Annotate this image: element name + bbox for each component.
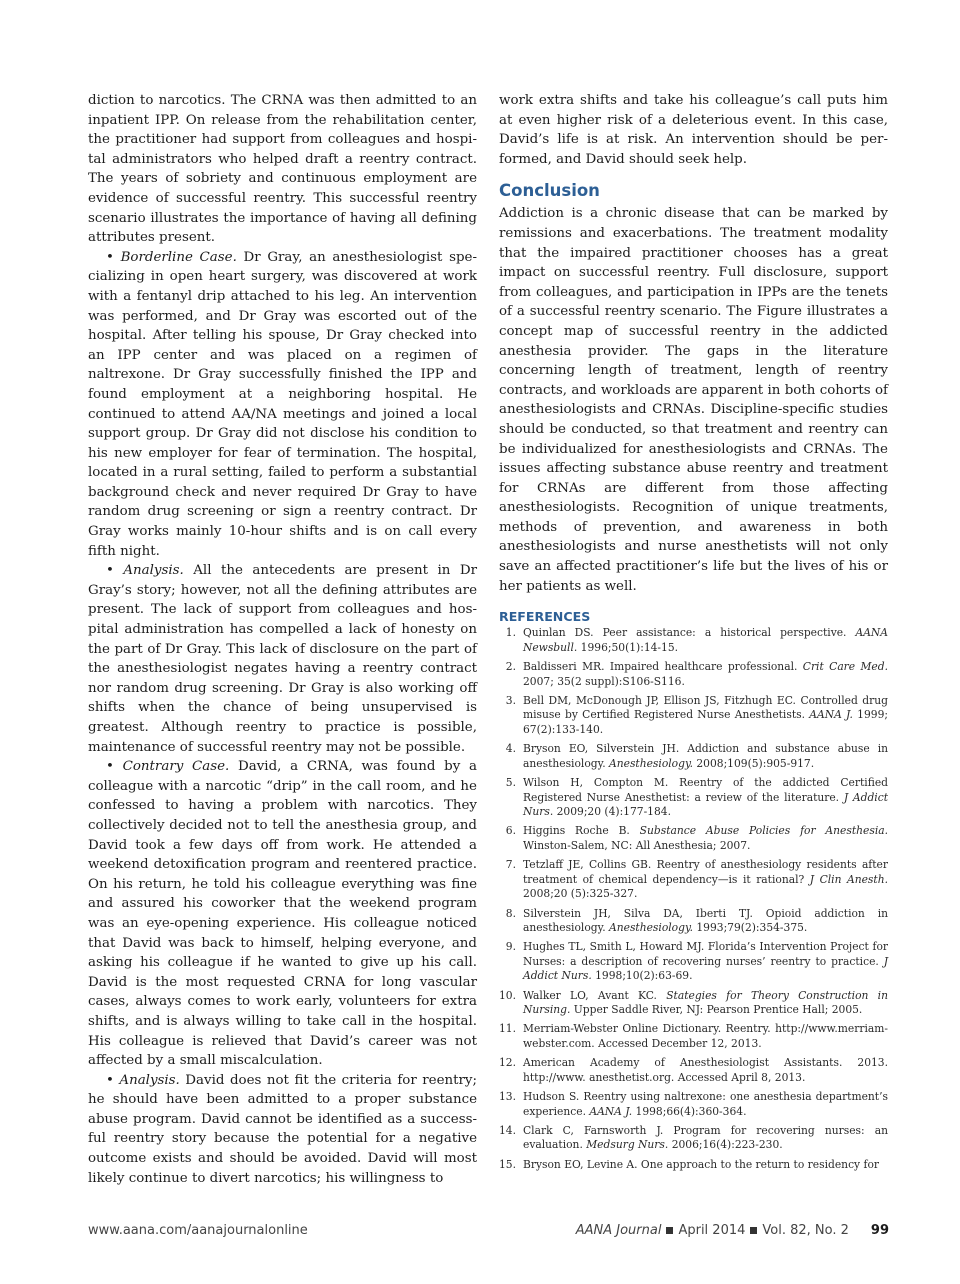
reference-number: 8. — [505, 906, 516, 920]
reference-citation: 2008;109(5):905-917. — [692, 756, 815, 770]
reference-text: Bell DM, McDonough JP, Ellison JS, Fitzhugh EC. Controlled drug misuse by Certified Registered Nurse Anesthetists. — [523, 693, 888, 722]
body-paragraph: work extra shifts and take his colleague’s call puts him at even higher risk of a deleterious event. In this case, David’s life is at risk. An intervention should be performed, and David should seek help. — [499, 93, 888, 167]
reference-source: Anesthesiology. — [609, 921, 693, 935]
conclusion-paragraph: Addiction is a chronic disease that can be marked by remissions and exacerbations. The treatment modality that the impaired practitioner chooses has a great impact on successful reentry. Full disclosure, support from colleagues, and participation in IPPs are the tenets of a successful reentry scenario. The Figure illustrates a concept map of successful reentry in the addicted anesthesia provider. The gaps in the literature concerning length of treatment, length of reentry contracts, and workloads are apparent in both cohorts of anesthesiologists and CRNAs. Discipline-specific studies should be conducted, so that treatment and reentry can be individualized for anesthesiologists and CRNAs. The issues affecting substance abuse reentry and treatment for CRNAs are different from those affecting anesthesiologists. Recognition of unique treatments, methods of prevention, and awareness in both anesthesiologists and nurse anesthetists will not only save an affected practitioner’s life but the lives of his or her patients as well. — [499, 206, 888, 594]
reference-number: 7. — [505, 858, 516, 872]
reference-citation: 2009;20 (4):177-184. — [553, 805, 671, 819]
reference-item — [499, 824, 888, 853]
references-heading: REFERENCES — [499, 609, 591, 625]
reference-text: Wilson H, Compton M. Reentry of the addicted Certified Registered Nurse Anesthetist: a review of the literature. — [523, 775, 888, 804]
reference-item — [499, 776, 888, 820]
reference-number: 13. — [499, 1090, 516, 1103]
reference-text: Baldisseri MR. Impaired healthcare professional. — [523, 660, 803, 674]
borderline-case-text: Dr Gray, an anesthesiologist specializing in open heart surgery, was discovered at work with a fentanyl drip attached to his leg. An intervention was performed, and Dr Gray was escorted out of the hospital. After telling his spouse, Dr Gray checked into an IPP center and was placed on a regimen of naltrexone. Dr Gray successfully finished the IPP and found employment at a neighboring hospital. He continued to attend AA/NA meetings and joined a local support group. Dr Gray did not disclose his condition to his new employer for fear of termination. The hospital, located in a rural setting, failed to perform a substantial background check and never required Dr Gray to have random drug screening or sign a reentry contract. Dr Gray works mainly 10-hour shifts and is on call every fifth night. — [88, 249, 477, 559]
reference-citation: 1998;10(2):63-69. — [591, 969, 693, 983]
reference-source: AANA J. — [809, 708, 853, 722]
reference-number: 2. — [505, 660, 516, 674]
reference-text: Quinlan DS. Peer assistance: a historical perspective. — [523, 626, 856, 640]
reference-item — [499, 1022, 888, 1051]
left-column — [88, 91, 477, 1188]
references-list — [499, 626, 888, 1172]
reference-citation: Upper Saddle River, NJ: Pearson Prentice Hall; 2005. — [570, 1003, 863, 1017]
reference-item — [499, 1056, 888, 1085]
reference-item — [499, 626, 888, 655]
analysis-text-2: David does not fit the criteria for reentry; he should have been admitted to a proper substance abuse program. David cannot be identified as a successful reentry story because the potential for a negative outcome exists and should be avoided. David will most likely continue to divert narcotics; his willingness to — [88, 1072, 477, 1186]
square-bullet-icon — [666, 1227, 673, 1234]
reference-item — [499, 858, 888, 902]
reference-item — [499, 989, 888, 1018]
issue-date: April 2014 — [678, 1223, 746, 1238]
journal-info — [576, 1223, 889, 1238]
reference-item — [499, 907, 888, 936]
reference-citation: 2006;16(4):223-230. — [668, 1138, 783, 1152]
reference-text: Merriam-Webster Online Dictionary. Reentry. http://www.merriam-webster.com. Accessed December 12, 2013. — [523, 1022, 888, 1051]
volume-number: Vol. 82, No. 2 — [762, 1223, 849, 1238]
reference-citation: 1998;66(4):360-364. — [632, 1104, 747, 1118]
analysis-lead-1: • Analysis. — [106, 563, 184, 579]
reference-source: Medsurg Nurs. — [586, 1138, 669, 1152]
reference-text: Clark C, Farnsworth J. Program for recovering nurses: an evaluation. — [523, 1123, 888, 1152]
reference-text: Hudson S. Reentry using naltrexone: one anesthesia department’s experience. — [523, 1090, 888, 1118]
reference-source: AANA J. — [589, 1104, 633, 1118]
analysis-text-1: All the antecedents are present in Dr Gray’s story; however, not all the defining attributes are present. The lack of support from colleagues and hospital administration has compelled a lack of honesty on the part of Dr Gray. This lack of disclosure on the part of the anesthesiologist negates having a reentry contract nor random drug screening. Dr Gray is also working off shifts when the chance of being unsupervised is greatest. Although reentry to practice is possible, maintenance of successful reentry may not be possible. — [88, 563, 477, 755]
reference-number: 4. — [505, 742, 516, 756]
reference-number: 14. — [499, 1123, 516, 1137]
reference-item — [499, 1090, 888, 1119]
reference-item — [499, 660, 888, 689]
reference-number: 9. — [505, 940, 516, 954]
body-paragraph: diction to narcotics. The CRNA was then admitted to an inpatient IPP. On release from the rehabilitation center, the practitioner had support from colleagues and hospital administrators who helped draft a reentry contract. The years of sobriety and continuous employment are evidence of successful reentry. This successful reentry scenario illustrates the importance of having all defining attributes present. — [88, 93, 477, 246]
reference-number: 12. — [499, 1056, 516, 1070]
reference-text: Tetzlaff JE, Collins GB. Reentry of anesthesiology residents after treatment of chemical dependency—is it rational? — [523, 858, 888, 886]
reference-text: Bryson EO, Silverstein JH. Addiction and substance abuse in anesthesiology. — [523, 742, 888, 770]
contrary-case-text: David, a CRNA, was found by a colleague with a narcotic “drip” in the call room, and he confessed to having a problem with narcotics. They collectively decided not to tell the anesthesia group, and David took a few days off from work. He attended a weekend detoxification program and reentered practice. On his return, he told his colleague everything was fine and assured his coworker that the weekend program was an eye-opening experience. His colleague noticed that David was back to himself, helping everyone, and asking his colleague if he wanted to give up his call. David is the most requested CRNA for long vascular cases, always comes to work early, volunteers for extra shifts, and is always willing to take call in the hospital. His colleague is relieved that David’s career was not affected by a small miscalculation. — [88, 759, 477, 1069]
analysis-paragraph-2 — [88, 1071, 477, 1189]
conclusion-heading: Conclusion — [499, 181, 600, 201]
reference-text: Higgins Roche B. — [523, 824, 640, 838]
reference-number: 5. — [505, 775, 516, 789]
reference-source: J Addict Nurs. — [523, 790, 888, 819]
reference-source: Stategies for Theory Construction in Nursing. — [523, 988, 888, 1017]
page-number: 99 — [870, 1223, 889, 1238]
contrary-case-paragraph — [88, 757, 477, 1071]
journal-url: www.aana.com/aanajournalonline — [88, 1223, 308, 1238]
reference-text: Bryson EO, Levine A. One approach to the return to residency for — [523, 1157, 879, 1171]
journal-name: AANA Journal — [575, 1223, 662, 1238]
reference-text: American Academy of Anesthesiologist Assistants. 2013. http://www. anesthetist.org. Accessed April 8, 2013. — [523, 1056, 888, 1084]
borderline-case-paragraph — [88, 248, 477, 562]
reference-citation: 1999; 67(2):133-140. — [523, 708, 888, 736]
square-bullet-icon — [750, 1227, 757, 1234]
page-footer — [88, 1223, 889, 1241]
reference-text: Walker LO, Avant KC. — [523, 988, 667, 1002]
reference-citation: 2007; 35(2 suppl):S106-S116. — [523, 674, 685, 688]
contrary-case-lead: • Contrary Case. — [106, 759, 230, 775]
reference-item — [499, 1158, 888, 1173]
reference-citation: 2008;20 (5):325-327. — [523, 887, 638, 901]
reference-source: J Addict Nurs. — [523, 954, 888, 983]
reference-source: J Clin Anesth. — [809, 872, 888, 886]
reference-number: 6. — [505, 824, 516, 838]
reference-source: Substance Abuse Policies for Anesthesia. — [639, 824, 889, 838]
reference-item — [499, 940, 888, 984]
reference-text: Hughes TL, Smith L, Howard MJ. Florida’s Intervention Project for Nurses: a description of recovering nurses’ reentry to practice. — [523, 940, 888, 968]
reference-source: Crit Care Med. — [802, 660, 888, 674]
reference-item — [499, 694, 888, 738]
analysis-lead-2: • Analysis. — [106, 1072, 180, 1088]
reference-item — [499, 1124, 888, 1153]
reference-source: AANA Newsbull. — [523, 626, 888, 654]
reference-citation: 1993;79(2):354-375. — [692, 921, 808, 935]
reference-number: 10. — [499, 988, 516, 1002]
analysis-paragraph-1 — [88, 561, 477, 757]
reference-number: 1. — [505, 626, 516, 640]
reference-text: Silverstein JH, Silva DA, Iberti TJ. Opioid addiction in anesthesiology. — [523, 906, 888, 935]
reference-number: 15. — [499, 1157, 516, 1171]
reference-item — [499, 742, 888, 771]
reference-source: Anesthesiology. — [609, 756, 693, 770]
reference-citation: 1996;50(1):14-15. — [577, 640, 679, 654]
right-column — [499, 91, 888, 1177]
reference-number: 3. — [505, 693, 516, 707]
reference-citation: Winston-Salem, NC: All Anesthesia; 2007. — [523, 838, 751, 852]
borderline-case-lead: • Borderline Case. — [106, 249, 237, 265]
reference-number: 11. — [499, 1022, 516, 1036]
